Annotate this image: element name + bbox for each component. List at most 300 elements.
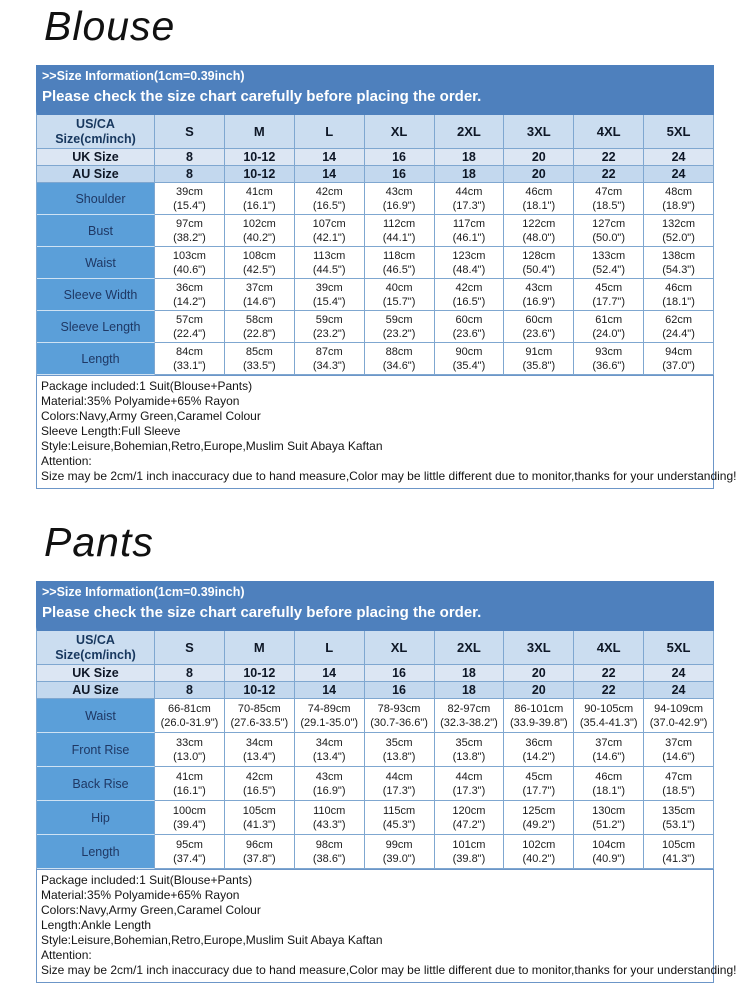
measurement-cm: 43cm	[315, 770, 343, 783]
measurement-cell	[225, 767, 295, 801]
measurement-inch: (48.0")	[522, 231, 556, 244]
measurement-inch: (40.9")	[592, 852, 625, 865]
measurement-cm: 102cm	[522, 838, 556, 851]
measurement-inch: (13.4")	[242, 750, 276, 763]
au-size-value: 10-12	[225, 166, 295, 183]
blouse-section	[36, 0, 737, 489]
measurement-cell	[644, 279, 714, 311]
measurement-cell	[295, 343, 365, 375]
note-line: Style:Leisure,Bohemian,Retro,Europe,Muslim Suit Abaya Kaftan	[41, 439, 383, 453]
measurement-cell	[574, 343, 644, 375]
size-column-header: XL	[365, 115, 435, 149]
blouse-size-table	[36, 111, 714, 375]
measurement-cm: 94cm	[665, 345, 693, 358]
measurement-cell	[435, 343, 505, 375]
measurement-cm: 44cm	[455, 770, 483, 783]
measurement-cm: 98cm	[315, 838, 343, 851]
size-column-header: 3XL	[504, 115, 574, 149]
measurement-inch: (54.3")	[662, 263, 695, 276]
measurement-cell	[504, 279, 574, 311]
measurement-cell	[295, 215, 365, 247]
measurement-cm: 105cm	[242, 804, 276, 817]
measurement-cell	[365, 699, 435, 733]
measurement-cell	[155, 767, 225, 801]
measurement-inch: (39.4")	[173, 818, 206, 831]
measurement-inch: (30.7-36.6")	[370, 716, 428, 729]
measurement-inch: (23.2")	[382, 327, 416, 340]
uk-size-row-label: UK Size	[37, 665, 155, 682]
measurement-cell	[295, 835, 365, 869]
measurement-inch: (14.6")	[662, 750, 695, 763]
measurement-cm: 135cm	[662, 804, 696, 817]
measurement-inch: (42.5")	[242, 263, 276, 276]
measurement-row-label: Front Rise	[37, 733, 155, 767]
measurement-cell	[435, 835, 505, 869]
measurement-inch: (18.5")	[662, 784, 695, 797]
measurement-cm: 100cm	[172, 804, 206, 817]
measurement-cm: 43cm	[525, 281, 553, 294]
note-line: Length:Ankle Length	[41, 918, 152, 932]
measurement-inch: (34.6")	[382, 359, 416, 372]
corner-line1: US/CA	[76, 632, 115, 647]
measurement-row-label: Length	[37, 835, 155, 869]
measurement-cm: 138cm	[662, 249, 696, 262]
measurement-cm: 46cm	[595, 770, 623, 783]
size-column-header: 2XL	[435, 631, 505, 665]
measurement-inch: (41.3")	[242, 818, 276, 831]
measurement-cm: 43cm	[385, 185, 413, 198]
measurement-cell	[435, 311, 505, 343]
measurement-inch: (14.2")	[173, 295, 206, 308]
measurement-cell	[504, 835, 574, 869]
measurement-cm: 123cm	[452, 249, 486, 262]
measurement-inch: (48.4")	[452, 263, 486, 276]
au-size-value: 14	[295, 682, 365, 699]
measurement-cell	[574, 801, 644, 835]
measurement-inch: (16.9")	[522, 295, 556, 308]
measurement-cm: 46cm	[525, 185, 553, 198]
measurement-cm: 47cm	[595, 185, 623, 198]
measurement-cell	[365, 215, 435, 247]
measurement-cell	[295, 279, 365, 311]
measurement-cell	[365, 343, 435, 375]
measurement-row-label: Hip	[37, 801, 155, 835]
measurement-cell	[225, 247, 295, 279]
measurement-inch: (46.5")	[382, 263, 416, 276]
blouse-size-info-banner	[36, 65, 714, 111]
measurement-inch: (36.6")	[592, 359, 625, 372]
size-column-header: 5XL	[644, 631, 714, 665]
uk-size-value: 22	[574, 149, 644, 166]
size-column-header: XL	[365, 631, 435, 665]
section-gap	[36, 489, 714, 516]
measurement-inch: (13.8")	[452, 750, 486, 763]
measurement-cm: 36cm	[175, 281, 203, 294]
measurement-row-label: Waist	[37, 247, 155, 279]
measurement-cell	[644, 215, 714, 247]
pants-title: Pants	[44, 519, 154, 565]
pants-notes	[36, 869, 737, 983]
corner-line2: Size(cm/inch)	[55, 131, 136, 146]
measurement-cm: 86-101cm	[514, 702, 564, 715]
measurement-inch: (40.6")	[173, 263, 206, 276]
measurement-inch: (34.3")	[312, 359, 346, 372]
au-size-value: 18	[435, 682, 505, 699]
note-line: Colors:Navy,Army Green,Caramel Colour	[41, 409, 261, 423]
measurement-inch: (15.4")	[173, 199, 206, 212]
measurement-cm: 90-105cm	[584, 702, 634, 715]
measurement-cm: 102cm	[242, 217, 276, 230]
au-size-row-label: AU Size	[37, 166, 155, 183]
measurement-row-label: Waist	[37, 699, 155, 733]
measurement-cell	[504, 183, 574, 215]
measurement-inch: (37.0-42.9")	[649, 716, 708, 729]
measurement-cm: 59cm	[385, 313, 413, 326]
measurement-cm: 60cm	[525, 313, 553, 326]
measurement-cell	[574, 247, 644, 279]
au-size-value: 14	[295, 166, 365, 183]
measurement-cell	[435, 801, 505, 835]
measurement-row-label: Back Rise	[37, 767, 155, 801]
measurement-cell	[435, 247, 505, 279]
page-content	[36, 0, 737, 983]
measurement-cell	[574, 835, 644, 869]
measurement-cm: 45cm	[595, 281, 623, 294]
measurement-cell	[504, 215, 574, 247]
measurement-cm: 37cm	[665, 736, 693, 749]
measurement-cm: 44cm	[385, 770, 413, 783]
blouse-notes	[36, 375, 737, 489]
measurement-inch: (17.3")	[382, 784, 416, 797]
size-column-header: M	[225, 631, 295, 665]
measurement-inch: (15.7")	[382, 295, 416, 308]
measurement-inch: (18.1")	[522, 199, 556, 212]
measurement-cm: 34cm	[245, 736, 273, 749]
measurement-inch: (42.1")	[312, 231, 346, 244]
measurement-inch: (33.5")	[242, 359, 276, 372]
measurement-cell	[295, 699, 365, 733]
measurement-inch: (18.1")	[592, 784, 625, 797]
measurement-cell	[574, 183, 644, 215]
measurement-cell	[435, 183, 505, 215]
measurement-cm: 108cm	[242, 249, 276, 262]
measurement-cm: 88cm	[385, 345, 413, 358]
measurement-cell	[365, 311, 435, 343]
measurement-cm: 105cm	[662, 838, 696, 851]
measurement-cell	[225, 183, 295, 215]
measurement-cm: 84cm	[175, 345, 203, 358]
measurement-inch: (35.8")	[522, 359, 556, 372]
measurement-inch: (53.1")	[662, 818, 695, 831]
measurement-cell	[644, 835, 714, 869]
measurement-inch: (51.2")	[592, 818, 625, 831]
uk-size-value: 14	[295, 149, 365, 166]
measurement-cell	[295, 247, 365, 279]
measurement-cm: 112cm	[382, 217, 416, 230]
measurement-cm: 118cm	[382, 249, 416, 262]
measurement-cell	[504, 343, 574, 375]
measurement-cm: 59cm	[315, 313, 343, 326]
measurement-cell	[644, 311, 714, 343]
measurement-cm: 58cm	[245, 313, 273, 326]
measurement-cm: 107cm	[312, 217, 346, 230]
size-column-header: L	[295, 115, 365, 149]
measurement-inch: (44.1")	[382, 231, 416, 244]
measurement-cell	[644, 343, 714, 375]
corner-line1: US/CA	[76, 116, 115, 131]
pants-size-table	[36, 627, 714, 869]
measurement-inch: (24.0")	[592, 327, 625, 340]
note-line: Style:Leisure,Bohemian,Retro,Europe,Muslim Suit Abaya Kaftan	[41, 933, 383, 947]
au-size-value: 18	[435, 166, 505, 183]
measurement-cm: 57cm	[175, 313, 203, 326]
measurement-cell	[574, 215, 644, 247]
measurement-inch: (17.3")	[452, 199, 486, 212]
measurement-inch: (33.9-39.8")	[509, 716, 568, 729]
measurement-cm: 94-109cm	[654, 702, 704, 715]
measurement-cm: 122cm	[522, 217, 556, 230]
measurement-inch: (14.6")	[242, 295, 276, 308]
au-size-value: 20	[504, 682, 574, 699]
note-line: Material:35% Polyamide+65% Rayon	[41, 394, 240, 408]
measurement-inch: (18.5")	[592, 199, 625, 212]
measurement-cell	[295, 801, 365, 835]
measurement-cell	[295, 311, 365, 343]
au-size-value: 22	[574, 682, 644, 699]
measurement-cell	[225, 279, 295, 311]
measurement-inch: (16.5")	[242, 784, 276, 797]
measurement-cell	[225, 215, 295, 247]
measurement-cm: 95cm	[175, 838, 203, 851]
measurement-cell	[225, 699, 295, 733]
measurement-inch: (17.7")	[522, 784, 556, 797]
measurement-cm: 62cm	[665, 313, 693, 326]
measurement-inch: (41.3")	[662, 852, 695, 865]
measurement-inch: (37.4")	[173, 852, 206, 865]
au-size-value: 24	[644, 682, 714, 699]
au-size-value: 8	[155, 682, 225, 699]
size-column-header: 2XL	[435, 115, 505, 149]
measurement-inch: (52.0")	[662, 231, 695, 244]
measurement-cell	[155, 215, 225, 247]
measurement-inch: (39.8")	[452, 852, 486, 865]
size-info-heading: >>Size Information(1cm=0.39inch)	[42, 585, 245, 599]
uk-size-value: 24	[644, 665, 714, 682]
measurement-cell	[155, 247, 225, 279]
measurement-cm: 82-97cm	[447, 702, 491, 715]
au-size-value: 8	[155, 166, 225, 183]
uk-size-value: 10-12	[225, 665, 295, 682]
au-size-value: 10-12	[225, 682, 295, 699]
measurement-cm: 42cm	[455, 281, 483, 294]
measurement-cm: 78-93cm	[377, 702, 421, 715]
measurement-inch: (49.2")	[522, 818, 556, 831]
measurement-cell	[155, 183, 225, 215]
measurement-cell	[155, 343, 225, 375]
size-column-header: 5XL	[644, 115, 714, 149]
measurement-inch: (35.4-41.3")	[579, 716, 638, 729]
measurement-cm: 104cm	[592, 838, 626, 851]
measurement-inch: (22.4")	[173, 327, 206, 340]
measurement-inch: (22.8")	[242, 327, 276, 340]
measurement-cm: 133cm	[592, 249, 626, 262]
measurement-cm: 45cm	[525, 770, 553, 783]
note-line: Size may be 2cm/1 inch inaccuracy due to hand measure,Color may be little different due to monitor,thanks for your understanding!	[41, 469, 737, 483]
measurement-cell	[644, 247, 714, 279]
size-column-header: S	[155, 631, 225, 665]
measurement-row-label: Shoulder	[37, 183, 155, 215]
measurement-cell	[155, 733, 225, 767]
measurement-inch: (16.5")	[452, 295, 486, 308]
measurement-inch: (23.2")	[312, 327, 346, 340]
measurement-inch: (52.4")	[592, 263, 625, 276]
measurement-cell	[155, 835, 225, 869]
uk-size-value: 22	[574, 665, 644, 682]
measurement-cm: 33cm	[175, 736, 203, 749]
measurement-cm: 110cm	[313, 804, 346, 817]
blouse-title: Blouse	[44, 3, 176, 49]
measurement-cell	[295, 733, 365, 767]
measurement-cm: 41cm	[245, 185, 273, 198]
measurement-cell	[435, 767, 505, 801]
measurement-cell	[504, 767, 574, 801]
measurement-cm: 130cm	[592, 804, 626, 817]
measurement-cm: 48cm	[665, 185, 693, 198]
measurement-inch: (16.9")	[382, 199, 416, 212]
measurement-inch: (47.2")	[452, 818, 486, 831]
uk-size-value: 18	[435, 665, 505, 682]
measurement-cm: 46cm	[665, 281, 693, 294]
size-chart-warning: Please check the size chart carefully before placing the order.	[42, 88, 482, 105]
uk-size-value: 20	[504, 665, 574, 682]
measurement-inch: (16.1")	[173, 784, 206, 797]
measurement-inch: (18.1")	[662, 295, 695, 308]
measurement-inch: (50.4")	[522, 263, 556, 276]
au-size-value: 16	[365, 166, 435, 183]
measurement-cell	[225, 343, 295, 375]
measurement-cm: 41cm	[175, 770, 203, 783]
table-corner-label	[37, 115, 155, 149]
measurement-cm: 61cm	[595, 313, 623, 326]
measurement-inch: (13.4")	[312, 750, 346, 763]
measurement-cm: 60cm	[455, 313, 483, 326]
measurement-cell	[295, 183, 365, 215]
measurement-cell	[435, 733, 505, 767]
measurement-cell	[155, 801, 225, 835]
measurement-row-label: Sleeve Width	[37, 279, 155, 311]
measurement-inch: (26.0-31.9")	[160, 716, 219, 729]
measurement-inch: (23.6")	[452, 327, 486, 340]
measurement-cell	[574, 733, 644, 767]
measurement-inch: (40.2")	[242, 231, 276, 244]
measurement-cm: 42cm	[245, 770, 273, 783]
size-column-header: 4XL	[574, 631, 644, 665]
measurement-inch: (18.9")	[662, 199, 695, 212]
size-column-header: L	[295, 631, 365, 665]
measurement-cm: 115cm	[382, 804, 416, 817]
measurement-row-label: Length	[37, 343, 155, 375]
measurement-cm: 97cm	[175, 217, 203, 230]
measurement-cm: 132cm	[662, 217, 696, 230]
size-column-header: 4XL	[574, 115, 644, 149]
measurement-inch: (37.8")	[242, 852, 276, 865]
measurement-inch: (24.4")	[662, 327, 695, 340]
measurement-cell	[504, 733, 574, 767]
uk-size-value: 10-12	[225, 149, 295, 166]
uk-size-value: 20	[504, 149, 574, 166]
size-info-heading: >>Size Information(1cm=0.39inch)	[42, 69, 245, 83]
measurement-cell	[225, 311, 295, 343]
measurement-cell	[365, 279, 435, 311]
measurement-cm: 85cm	[245, 345, 273, 358]
measurement-cell	[365, 835, 435, 869]
measurement-cell	[504, 247, 574, 279]
uk-size-value: 8	[155, 149, 225, 166]
uk-size-row-label: UK Size	[37, 149, 155, 166]
measurement-cell	[435, 215, 505, 247]
note-line: Material:35% Polyamide+65% Rayon	[41, 888, 240, 902]
measurement-cell	[365, 801, 435, 835]
measurement-cell	[504, 699, 574, 733]
measurement-cell	[365, 733, 435, 767]
measurement-inch: (29.1-35.0")	[300, 716, 359, 729]
uk-size-value: 24	[644, 149, 714, 166]
measurement-cell	[504, 311, 574, 343]
measurement-inch: (46.1")	[452, 231, 486, 244]
measurement-cell	[504, 801, 574, 835]
measurement-inch: (17.3")	[452, 784, 486, 797]
measurement-inch: (37.0")	[662, 359, 695, 372]
measurement-inch: (45.3")	[382, 818, 416, 831]
measurement-inch: (13.8")	[382, 750, 416, 763]
measurement-cm: 120cm	[452, 804, 486, 817]
measurement-cm: 128cm	[522, 249, 556, 262]
measurement-inch: (16.5")	[312, 199, 346, 212]
note-line: Size may be 2cm/1 inch inaccuracy due to hand measure,Color may be little different due to monitor,thanks for your understanding!	[41, 963, 737, 977]
measurement-cm: 74-89cm	[307, 702, 351, 715]
measurement-cell	[644, 767, 714, 801]
measurement-cm: 34cm	[315, 736, 343, 749]
measurement-cell	[365, 767, 435, 801]
measurement-row-label: Bust	[37, 215, 155, 247]
measurement-cm: 101cm	[452, 838, 486, 851]
measurement-cell	[574, 699, 644, 733]
measurement-cm: 44cm	[455, 185, 483, 198]
measurement-cell	[435, 279, 505, 311]
measurement-cm: 35cm	[385, 736, 413, 749]
measurement-cm: 42cm	[315, 185, 343, 198]
measurement-cm: 103cm	[172, 249, 206, 262]
note-line: Attention:	[41, 454, 92, 468]
measurement-inch: (33.1")	[173, 359, 206, 372]
au-size-value: 16	[365, 682, 435, 699]
note-line: Colors:Navy,Army Green,Caramel Colour	[41, 903, 261, 917]
size-chart-warning: Please check the size chart carefully before placing the order.	[42, 604, 482, 621]
uk-size-value: 8	[155, 665, 225, 682]
measurement-inch: (23.6")	[522, 327, 556, 340]
measurement-cell	[225, 801, 295, 835]
measurement-inch: (16.1")	[242, 199, 276, 212]
measurement-inch: (16.9")	[312, 784, 346, 797]
measurement-cm: 113cm	[313, 249, 346, 262]
measurement-inch: (39.0")	[382, 852, 416, 865]
measurement-cell	[155, 279, 225, 311]
measurement-inch: (50.0")	[592, 231, 625, 244]
measurement-cell	[225, 733, 295, 767]
measurement-cm: 47cm	[665, 770, 693, 783]
measurement-cm: 37cm	[595, 736, 623, 749]
measurement-cm: 37cm	[245, 281, 273, 294]
